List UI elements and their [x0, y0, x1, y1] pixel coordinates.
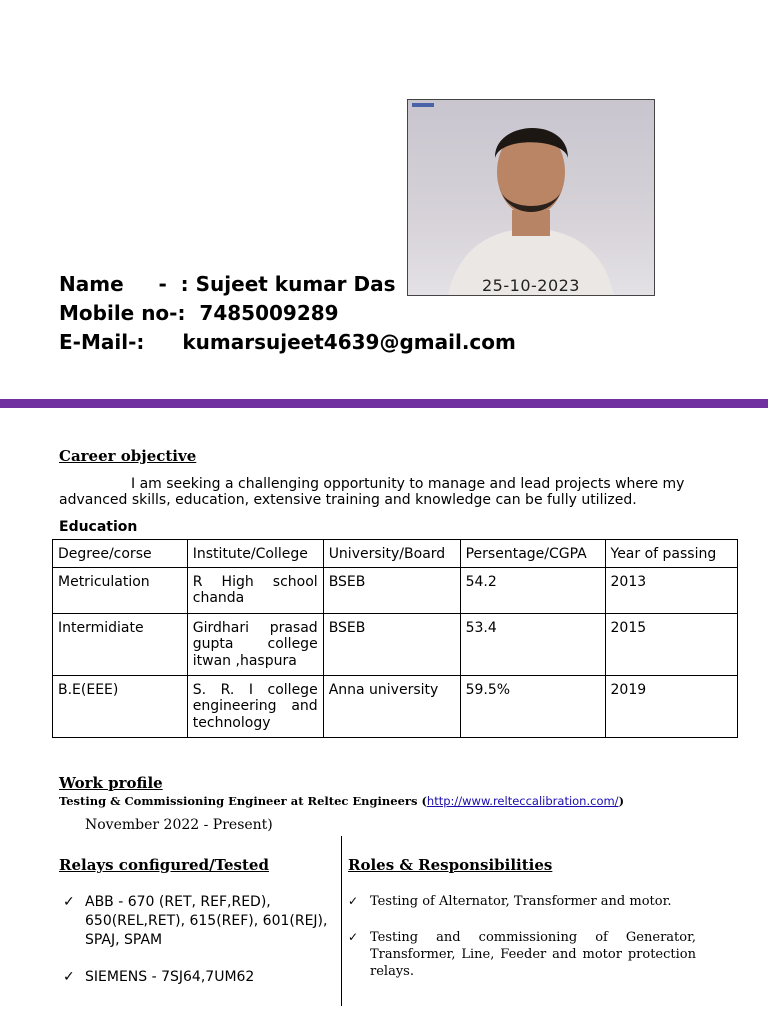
column-header: Degree/corse	[53, 540, 188, 568]
table-cell: S. R. I college engineering and technology	[187, 675, 323, 737]
work-role-close: )	[618, 794, 625, 808]
photo-corner-mark	[412, 103, 434, 107]
table-row	[53, 613, 738, 675]
relays-list	[59, 893, 339, 1005]
check-icon: ✓	[63, 894, 75, 910]
table-cell: 2019	[605, 675, 738, 737]
table-cell: R High school chanda	[187, 567, 323, 613]
work-period: November 2022 - Present)	[85, 817, 273, 833]
table-cell: B.E(EEE)	[53, 675, 188, 737]
mobile-line	[59, 299, 339, 328]
table-cell: 2013	[605, 567, 738, 613]
mobile-label: Mobile no-:	[59, 301, 186, 325]
table-cell: Girdhari prasad gupta college itwan ,haspura	[187, 613, 323, 675]
education-table	[52, 539, 738, 738]
name-line	[59, 270, 396, 299]
table-cell: Anna university	[323, 675, 460, 737]
email-label: E-Mail-:	[59, 330, 145, 354]
email-line	[59, 328, 516, 357]
person-portrait-icon	[408, 100, 654, 295]
role-text: Testing and commissioning of Generator, Transformer, Line, Feeder and motor protection relays.	[370, 930, 696, 979]
column-header: Year of passing	[605, 540, 738, 568]
education-heading: Education	[59, 519, 138, 535]
table-cell: 2015	[605, 613, 738, 675]
profile-photo	[407, 99, 655, 296]
column-header: Persentage/CGPA	[460, 540, 605, 568]
mobile-value: 7485009289	[199, 301, 339, 325]
table-cell: Metriculation	[53, 567, 188, 613]
career-objective-text: I am seeking a challenging opportunity to manage and lead projects where my advanced skills, education, extensive training and knowledge can be fully utilized.	[59, 476, 685, 508]
column-header: Institute/College	[187, 540, 323, 568]
email-value: kumarsujeet4639@gmail.com	[182, 330, 516, 354]
table-cell: Intermidiate	[53, 613, 188, 675]
list-item	[59, 968, 339, 987]
table-cell: BSEB	[323, 613, 460, 675]
table-row	[53, 675, 738, 737]
relays-heading: Relays configured/Tested	[59, 856, 269, 874]
role-text: Testing of Alternator, Transformer and motor.	[370, 894, 672, 909]
list-item	[59, 893, 339, 950]
relay-text: SIEMENS - 7SJ64,7UM62	[85, 969, 255, 985]
relay-text: ABB - 670 (RET, REF,RED), 650(REL,RET), 615(REF), 601(REJ), SPAJ, SPAM	[85, 894, 328, 948]
table-cell: 59.5%	[460, 675, 605, 737]
name-value: Sujeet kumar Das	[195, 272, 396, 296]
table-row	[53, 567, 738, 613]
table-cell: 53.4	[460, 613, 605, 675]
check-icon: ✓	[348, 894, 359, 908]
list-item	[348, 929, 696, 980]
list-item	[348, 893, 696, 910]
column-divider	[341, 836, 342, 1006]
table-cell: 54.2	[460, 567, 605, 613]
roles-list	[348, 893, 696, 999]
work-role-line	[59, 794, 624, 808]
roles-heading: Roles & Responsibilities	[348, 856, 553, 874]
work-role-text: Testing & Commissioning Engineer at Reltec Engineers (	[59, 794, 427, 808]
column-header: University/Board	[323, 540, 460, 568]
work-profile-heading: Work profile	[59, 774, 163, 792]
company-link[interactable]: http://www.relteccalibration.com/	[426, 794, 619, 808]
career-objective-heading: Career objective	[59, 447, 197, 465]
name-label: Name - :	[59, 272, 189, 296]
photo-date: 25-10-2023	[482, 276, 580, 295]
table-cell: BSEB	[323, 567, 460, 613]
table-header-row	[53, 540, 738, 568]
check-icon: ✓	[63, 969, 75, 985]
accent-divider	[0, 399, 768, 408]
check-icon: ✓	[348, 930, 359, 944]
